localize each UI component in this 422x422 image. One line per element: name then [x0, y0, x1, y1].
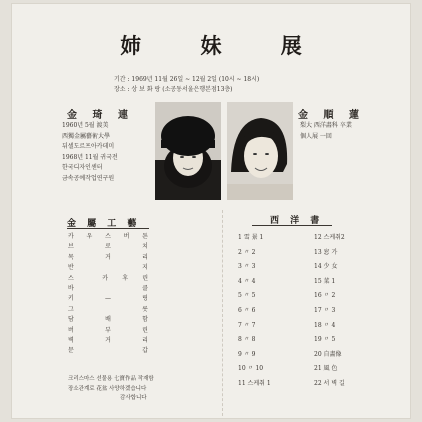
bio-line: 금속공예작업연구원: [62, 174, 115, 182]
bio-line: 梨大 西洋畵科 卒業: [300, 122, 352, 129]
metal-section-title: 金 屬 工 藝: [67, 219, 141, 229]
list-item: 6 〃 6 17 〃 3: [238, 306, 336, 314]
list-item: 문 갑: [68, 347, 148, 355]
leaflet-note: [68, 375, 154, 404]
artist-right-photo: [227, 102, 293, 200]
exhibition-period: 기간 : 1969년 11월 26일 ~ 12월 2일 (10시 ~ 18시): [114, 76, 260, 83]
artist-left-bio: [62, 121, 118, 184]
list-item: 2 〃 2 13 窓 가: [238, 248, 338, 256]
bio-line: 西獨金屬藝術大學: [62, 132, 111, 140]
note-line: 장소관계로 花盆 사양하겠습니다: [68, 385, 147, 392]
list-item: 버 부 린: [68, 326, 148, 334]
bio-line: 個人展 一回: [300, 132, 332, 140]
exhibition-title: 姉 妹 展: [120, 33, 328, 58]
list-item: 4 〃 4 15 菜 1: [238, 277, 336, 285]
list-item: 1 雪 景 1 12 스케취2: [238, 234, 345, 241]
exhibition-leaflet: [12, 4, 410, 418]
artist-left-name: 金 琦 連: [67, 110, 134, 121]
list-item: 담 배 함: [68, 316, 148, 324]
artist-right-bio: [300, 121, 352, 142]
list-item: 11 스케취 1 22 서 벽 길: [238, 379, 345, 387]
list-item: 그 릇: [68, 305, 148, 313]
list-item: 바 클: [68, 284, 148, 292]
bio-line: 1960년 5월 渡美: [62, 122, 109, 129]
bio-line: 한국디자인센터: [62, 164, 103, 171]
list-item: 9 〃 9 20 自畵像: [238, 350, 342, 358]
bio-line: 1968년 11월 귀국전: [62, 153, 118, 161]
artist-left-photo: [155, 102, 221, 200]
list-item: 반 지: [68, 264, 148, 272]
list-item: 키 — 링: [68, 295, 148, 303]
painting-section-rule: [252, 225, 332, 226]
list-item: 7 〃 7 18 〃 4: [238, 321, 336, 329]
list-item: 3 〃 3 14 少 女: [238, 263, 338, 271]
list-item: 8 〃 8 19 〃 5: [238, 336, 336, 344]
list-item: 5 〃 5 16 〃 2: [238, 292, 336, 300]
list-item: 카 우 스 버 튼: [68, 233, 148, 240]
fold-divider: [222, 210, 223, 416]
list-item: 10 〃 10 21 風 色: [238, 365, 338, 373]
note-line: 감사합니다: [120, 395, 147, 401]
painting-section-title: 西 洋 書: [270, 216, 324, 226]
artist-right-name: 金 順 蓮: [298, 110, 365, 121]
list-item: 스 카 후 린: [68, 274, 148, 282]
list-item: 목 거 리: [68, 253, 148, 261]
list-item: 브 로 치: [68, 243, 148, 251]
bio-line: 뒤셀도르프아카데미: [62, 143, 115, 150]
metal-section-rule: [67, 228, 149, 229]
list-item: 벽 거 리: [68, 336, 148, 344]
exhibition-venue: 장소 : 상 보 화 랑 (소공동서울은행본점13층): [114, 86, 233, 93]
painting-works-list: [238, 231, 382, 392]
metal-works-list: [68, 232, 148, 357]
note-line: 크리스마스 선물용 七寶作品 작재함: [68, 376, 154, 382]
